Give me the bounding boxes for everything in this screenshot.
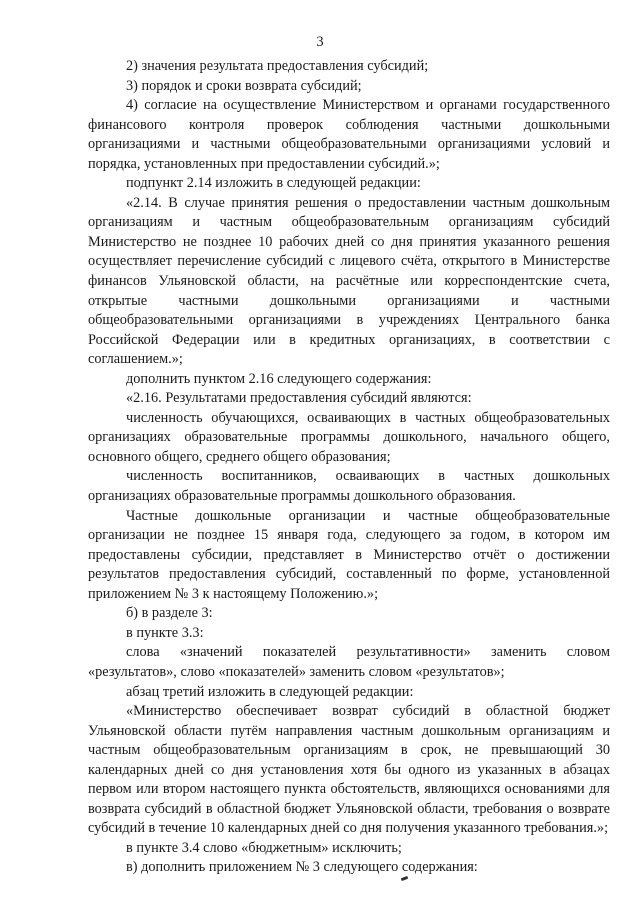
paragraph-refund-rule: «Министерство обеспечивает возврат субсидий в областной бюджет Ульяновской области путём направления частным дошкольным организациям и частным общеобразовательным организациям в срок, не превышающий 30 календарных дней со дня установления хотя бы одного из указанных в абзацах первом или втором настоящего пункта обстоятельств, являющихся основаниями для возврата субсидий в областной бюджет Ульяновской области, требования о возврате субсидий в течение 10 календарных дней со дня получения указанного требования.»; [88,703,610,837]
document-body [88,57,610,878]
paragraph-item-3: 3) порядок и сроки возврата субсидий; [126,77,362,94]
paragraph-report-deadline: Частные дошкольные организации и частные общеобразовательные организации не позднее 15 января года, следующего за годом, в котором им предоставлены субсидии, представляет в Министерство отчёт о достижении результатов предоставления субсидий, составленный по форме, установленной приложением № 3 к настоящему Положению.»; [88,507,610,602]
paragraph-replace-words: слова «значений показателей результативности» заменить словом «результатов», слово «показателей» заменить словом «результатов»; [88,644,610,680]
scan-speck [401,876,409,881]
paragraph-students-count: численность обучающихся, осваивающих в частных общеобразовательных организациях образовательные программы дошкольного, начального общего, основного общего, среднего общего образования; [88,409,610,465]
paragraph-section-3: б) в разделе 3: [126,605,213,622]
paragraph-point-2-16-intro: дополнить пунктом 2.16 следующего содержания: [126,370,432,387]
paragraph-point-3-3: в пункте 3.3: [126,624,204,641]
paragraph-item-2: 2) значения результата предоставления субсидий; [126,58,429,74]
page-number: 3 [316,34,324,50]
paragraph-appendix-3: в) дополнить приложением № 3 следующего содержания: [126,859,478,876]
paragraph-point-2-14: «2.14. В случае принятия решения о предоставлении частным дошкольным организациям и частным общеобразовательным организациям субсидий Министерство не позднее 10 рабочих дней со дня принятия указанного решения осуществляет перечисление субсидий с лицевого счёта, открытого в Министерстве финансов Ульяновской области, на расчётные или корреспондентские счета, открытые частными дошкольными организациями и частными общеобразовательными организациями в учреждениях Центрального банка Российской Федерации или в кредитных организациях, в соответствии с соглашением.»; [88,194,610,368]
paragraph-point-3-4: в пункте 3.4 слово «бюджетным» исключить; [126,839,402,856]
paragraph-item-4-consent: 4) согласие на осуществление Министерством и органами государственного финансового контроля проверок соблюдения частными дошкольными организациями и частными общеобразовательными организациями условий и порядка, установленных при предоставлении субсидий.»; [88,97,610,172]
paragraph-point-2-16: «2.16. Результатами предоставления субсидий являются: [126,390,472,407]
paragraph-subpoint-2-14-intro: подпункт 2.14 изложить в следующей редакции: [126,175,421,192]
paragraph-third-abzac-intro: абзац третий изложить в следующей редакции: [126,683,414,700]
paragraph-pupils-count: численность воспитанников, осваивающих в частных дошкольных организациях образовательные программы дошкольного образования. [88,468,610,505]
